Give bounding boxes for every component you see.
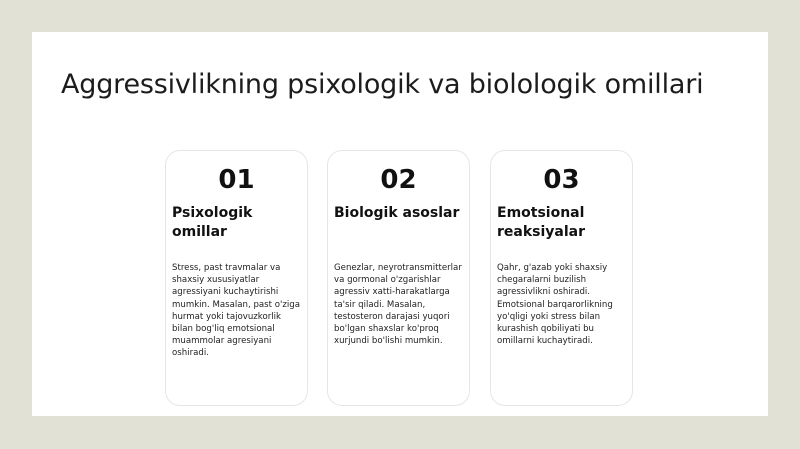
- card-heading: Biologik asoslar: [334, 205, 460, 221]
- card-number: 01: [218, 165, 255, 195]
- card-number: 03: [543, 165, 580, 195]
- card-number: 02: [380, 165, 417, 195]
- card-heading: Psixologik omillar: [172, 205, 253, 240]
- card-emotional: [490, 150, 633, 406]
- card-biological: [327, 150, 470, 406]
- slide-title: Aggressivlikning psixologik va biolologik omillari: [61, 69, 704, 100]
- card-heading: Emotsional reaksiyalar: [497, 205, 586, 240]
- slide: [32, 32, 768, 416]
- card-psychological: [165, 150, 308, 406]
- card-body: Qahr, g'azab yoki shaxsiy chegaralarni buzilish agressivlikni oshiradi. Emotsional barqarorlikning yo'qligi yoki stress bilan kurashish qobiliyati bu omillarni kuchaytiradi.: [497, 263, 613, 347]
- card-body: Stress, past travmalar va shaxsiy xususiyatlar agressiyani kuchaytirishi mumkin. Masalan, past o'ziga hurmat yoki tajovuzkorlik bilan bog'liq emotsional muammolar agresiyani oshiradi.: [172, 263, 300, 359]
- card-body: Genezlar, neyrotransmitterlar va gormonal o'zgarishlar agressiv xatti-harakatlarga ta'sir qiladi. Masalan, testosteron darajasi yuqori bo'lgan shaxslar ko'proq xurjundi bo'lishi mumkin.: [334, 263, 462, 347]
